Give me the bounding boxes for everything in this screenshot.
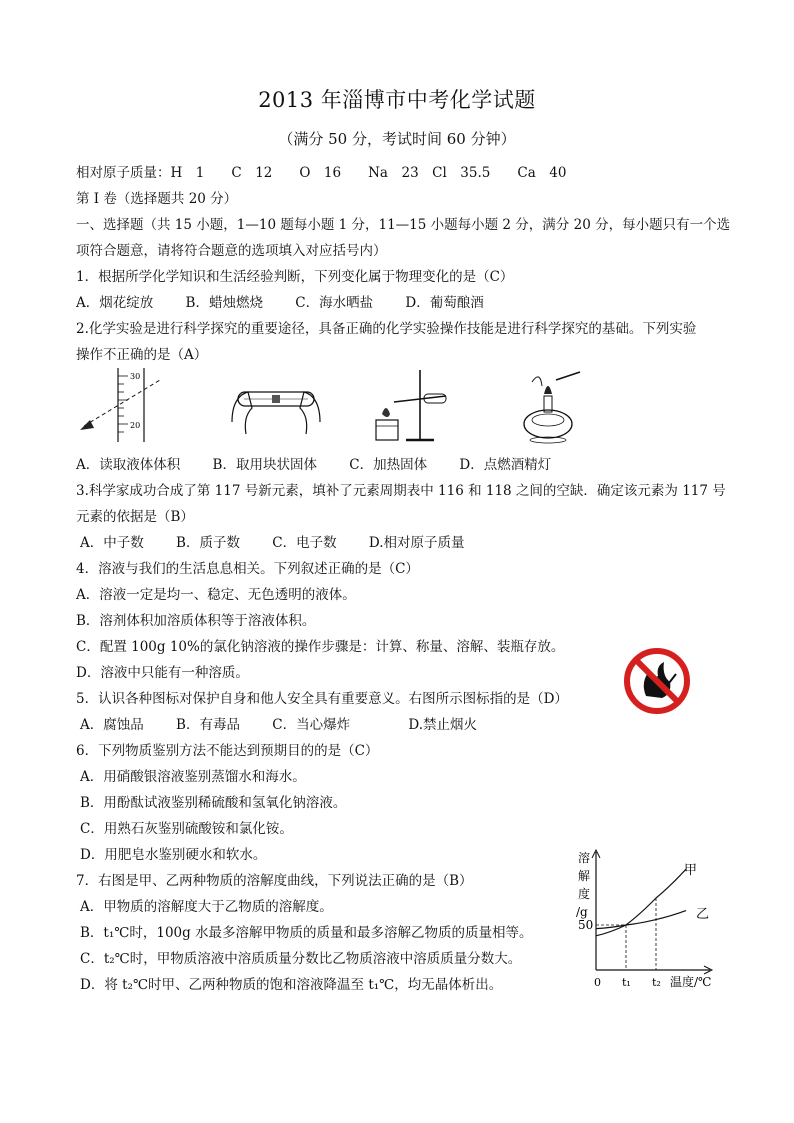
test-tube-solid-figure <box>226 362 326 446</box>
atomic-mass-line: 相对原子质量：H 1 C 12 O 16 Na 23 Cl 35.5 Ca 40 <box>76 165 567 181</box>
q6-option-b: B．用酚酞试液鉴别稀硫酸和氢氧化钠溶液。 <box>80 795 347 811</box>
part-label: 第 I 卷（选择题共 20 分） <box>76 191 238 207</box>
q5-option-a: A．腐蚀品 <box>80 717 144 733</box>
q1-option-c: C．海水晒盐 <box>295 295 374 311</box>
q1-option-d: D．葡萄酿酒 <box>405 295 484 311</box>
page-title: 2013 年淄博市中考化学试题 <box>258 88 536 112</box>
q1-options <box>76 294 512 312</box>
chart-ylabel-2: 解 <box>578 869 591 883</box>
right-hand-icon <box>300 392 320 434</box>
instructions-line-1: 一、选择题（共 15 小题，1—10 题每小题 1 分，11—15 小题每小题 2 分，满分 20 分，每小题只有一个选 <box>76 217 731 233</box>
page-subtitle: （满分 50 分，考试时间 60 分钟） <box>278 130 516 148</box>
q6-option-d: D．用肥皂水鉴别硬水和软水。 <box>80 847 267 863</box>
q6-stem: 6．下列物质鉴别方法不能达到预期目的的是（C） <box>76 743 379 759</box>
q2-option-a: A．读取液体体积 <box>76 457 181 473</box>
q7-option-c: C．t₂℃时，甲物质溶液中溶质质量分数比乙物质溶液中溶质质量分数大。 <box>80 951 522 967</box>
chart-ylabel-3: 度 <box>578 887 591 901</box>
q5-option-d: D.禁止烟火 <box>408 717 478 733</box>
series-curve-jia <box>596 869 686 936</box>
q1-option-a: A．烟花绽放 <box>76 295 154 311</box>
flame-icon <box>382 408 390 417</box>
chart-x-tick-t2: t₂ <box>652 976 661 989</box>
q7-stem: 7．右图是甲、乙两种物质的溶解度曲线，下列说法正确的是（B） <box>76 873 473 889</box>
cylinder-tick-30: 30 <box>130 372 141 381</box>
q7-option-b: B．t₁℃时，100g 水最多溶解甲物质的质量和最多溶解乙物质的质量相等。 <box>80 925 533 941</box>
heating-solid-figure <box>366 362 476 446</box>
chart-x-tick-t1: t₁ <box>622 976 631 989</box>
q5-options <box>80 716 505 734</box>
q3-option-d: D.相对原子质量 <box>368 535 465 551</box>
q4-option-d: D．溶液中只能有一种溶质。 <box>76 665 249 681</box>
q2-option-d: D．点燃酒精灯 <box>459 457 552 473</box>
q7-option-d: D．将 t₂℃时甲、乙两种物质的饱和溶液降温至 t₁℃，均无晶体析出。 <box>80 977 503 993</box>
chart-y-tick-50: 50 <box>578 918 594 932</box>
chart-ylabel-4: /g <box>576 905 588 919</box>
q3-stem-1: 3.科学家成功合成了第 117 号新元素，填补了元素周期表中 116 和 118 之间的空缺．确定该元素为 117 号 <box>76 483 726 499</box>
q6-option-c: C．用熟石灰鉴别硫酸铵和氯化铵。 <box>80 821 293 837</box>
no-fire-sign-icon <box>622 646 692 716</box>
q5-option-b: B．有毒品 <box>176 717 240 733</box>
q3-option-b: B．质子数 <box>176 535 240 551</box>
q2-stem-1: 2.化学实验是进行科学探究的重要途径，具备正确的化学实验操作技能是进行科学探究的基础。下列实验 <box>76 321 697 337</box>
chart-origin-label: 0 <box>594 976 601 989</box>
q2-stem-2: 操作不正确的是（A） <box>76 347 208 363</box>
q4-stem: 4．溶液与我们的生活息息相关。下列叙述正确的是（C） <box>76 561 419 577</box>
alcohol-lamp-figure <box>516 362 596 446</box>
q2-options <box>76 456 579 474</box>
cylinder-reading-figure <box>76 362 166 446</box>
chart-xlabel: 温度/℃ <box>670 975 712 989</box>
q5-option-c: C．当心爆炸 <box>272 717 351 733</box>
q2-option-b: B．取用块状固体 <box>212 457 317 473</box>
q5-stem: 5．认识各种图标对保护自身和他人安全具有重要意义。右图所示图标指的是（D） <box>76 691 568 707</box>
instructions-line-2: 项符合题意，请将符合题意的选项填入对应括号内） <box>76 243 387 259</box>
left-hand-icon <box>232 392 252 434</box>
q2-option-c: C．加热固体 <box>349 457 428 473</box>
lamp-flame-icon <box>544 386 552 394</box>
q4-option-a: A．溶液一定是均一、稳定、无色透明的液体。 <box>76 587 356 603</box>
q1-stem: 1．根据所学化学知识和生活经验判断，下列变化属于物理变化的是（C） <box>76 269 514 285</box>
chart-ylabel-1: 溶 <box>578 851 591 865</box>
q3-options <box>80 534 493 552</box>
q2-figures <box>76 362 636 446</box>
q3-stem-2: 元素的依据是（B） <box>76 509 194 525</box>
cylinder-tick-20: 20 <box>130 421 141 430</box>
q4-option-b: B．溶剂体积加溶质体积等于溶液体积。 <box>76 613 316 629</box>
q4-option-c: C．配置 100g 10%的氯化钠溶液的操作步骤是：计算、称量、溶解、装瓶存放。 <box>76 639 565 655</box>
solubility-chart <box>570 846 730 996</box>
series-label-jia: 甲 <box>684 863 698 878</box>
q3-option-a: A．中子数 <box>80 535 144 551</box>
q7-option-a: A．甲物质的溶解度大于乙物质的溶解度。 <box>80 899 333 915</box>
q1-option-b: B．蜡烛燃烧 <box>185 295 263 311</box>
series-label-yi: 乙 <box>696 907 710 922</box>
q6-option-a: A．用硝酸银溶液鉴别蒸馏水和海水。 <box>80 769 306 785</box>
q3-option-c: C．电子数 <box>272 535 337 551</box>
